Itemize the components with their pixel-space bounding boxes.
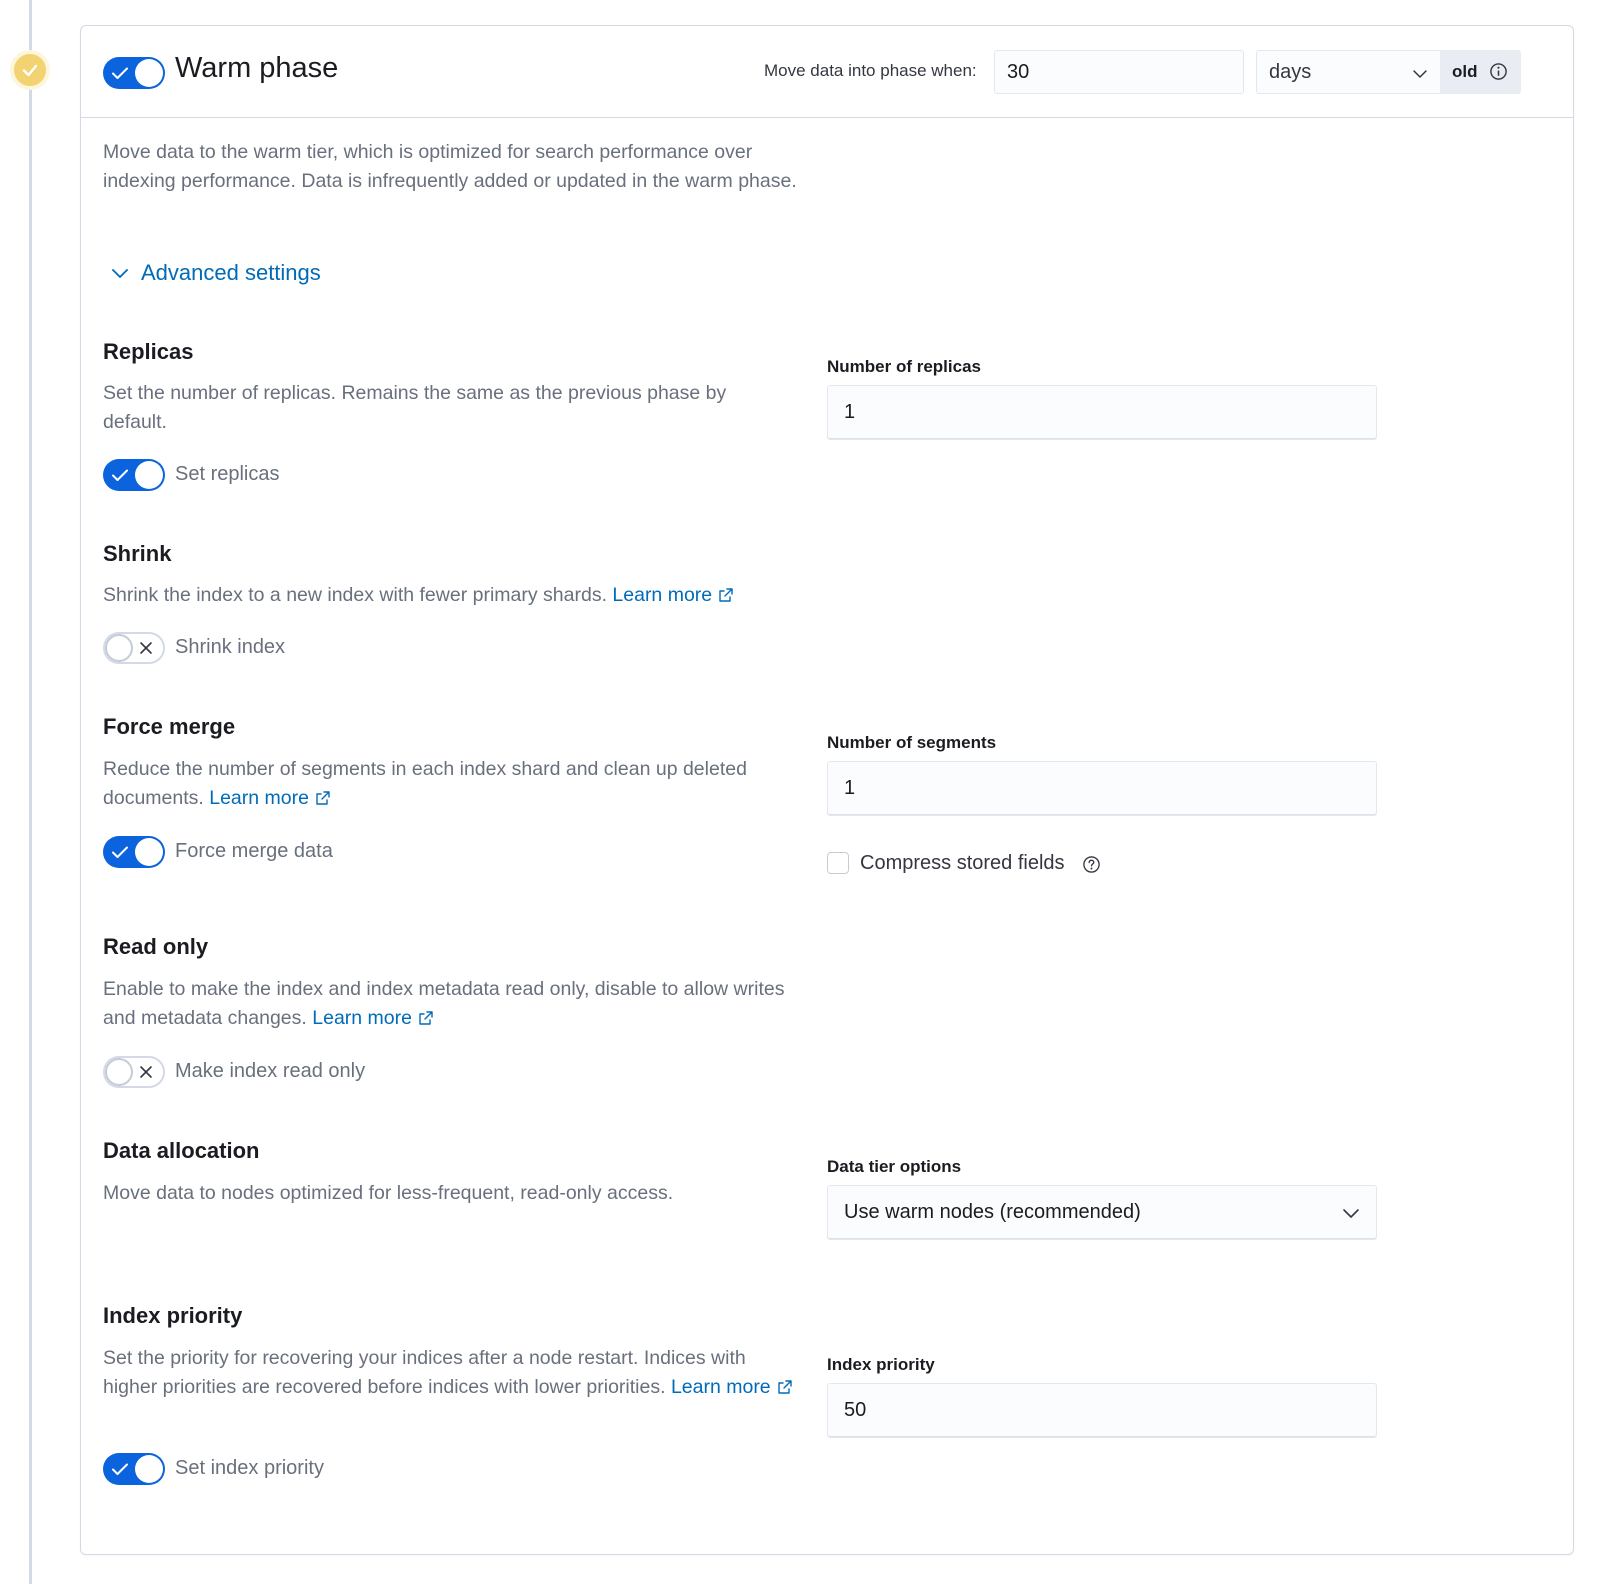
set-replicas-toggle[interactable]: [103, 459, 165, 491]
advanced-settings-label: Advanced settings: [141, 260, 321, 285]
cross-icon: [137, 1063, 155, 1081]
replicas-description: Set the number of replicas. Remains the same as the previous phase by default.: [103, 382, 727, 433]
read-only-description: Enable to make the index and index metadata read only, disable to allow writes and metadata changes.: [103, 978, 785, 1029]
data-tier-options-label: Data tier options: [827, 1157, 962, 1176]
read-only-title: Read only: [103, 934, 209, 959]
index-priority-title: Index priority: [103, 1303, 243, 1328]
external-link-icon: [777, 1379, 793, 1395]
number-of-segments-input[interactable]: 1: [827, 761, 1377, 816]
move-data-label: Move data into phase when:: [764, 61, 977, 80]
data-allocation-description: Move data to nodes optimized for less-frequent, read-only access.: [103, 1182, 674, 1204]
force-merge-description-block: [103, 755, 803, 813]
shrink-index-label: Shrink index: [175, 636, 286, 658]
compress-stored-fields-label[interactable]: Compress stored fields: [860, 852, 1065, 874]
info-icon[interactable]: [1489, 62, 1508, 81]
data-allocation-title: Data allocation: [103, 1138, 260, 1163]
data-tier-select[interactable]: [827, 1185, 1377, 1240]
external-link-icon: [718, 587, 734, 603]
check-icon: [111, 1460, 129, 1478]
check-icon: [111, 466, 129, 484]
warm-phase-panel: [80, 25, 1574, 1555]
chevron-down-icon: [1342, 1204, 1360, 1222]
timeline-line: [29, 0, 32, 1584]
force-merge-title: Force merge: [103, 714, 236, 739]
shrink-index-toggle[interactable]: [103, 632, 165, 664]
index-priority-toggle[interactable]: [103, 1453, 165, 1485]
force-merge-toggle[interactable]: [103, 836, 165, 868]
data-tier-selected-value: Use warm nodes (recommended): [844, 1201, 1141, 1223]
force-merge-label: Force merge data: [175, 840, 333, 862]
index-priority-description-block: [103, 1344, 803, 1402]
shrink-title: Shrink: [103, 541, 172, 566]
read-only-toggle[interactable]: [103, 1056, 165, 1088]
number-of-replicas-label: Number of replicas: [827, 357, 981, 376]
phase-status-indicator: [10, 50, 50, 90]
old-append: [1440, 50, 1521, 94]
chevron-down-icon: [109, 262, 131, 284]
phase-description: Move data to the warm tier, which is optimized for search performance over indexing performance. Data is infrequently added or updated in the warm phase.: [103, 141, 797, 192]
old-label: old: [1452, 62, 1478, 81]
advanced-settings-toggle[interactable]: [109, 260, 321, 286]
read-only-description-block: [103, 975, 803, 1033]
force-merge-learn-more-link[interactable]: Learn more: [209, 787, 331, 809]
number-of-segments-label: Number of segments: [827, 733, 997, 752]
index-priority-field-label: Index priority: [827, 1355, 935, 1374]
shrink-description: Shrink the index to a new index with fewer primary shards.: [103, 584, 607, 606]
phase-title: Warm phase: [175, 52, 339, 84]
compress-stored-fields-checkbox[interactable]: [827, 852, 849, 874]
check-icon: [111, 64, 129, 82]
read-only-label: Make index read only: [175, 1060, 366, 1082]
index-priority-learn-more-link[interactable]: Learn more: [671, 1376, 793, 1398]
external-link-icon: [315, 790, 331, 806]
min-age-input[interactable]: 30: [994, 50, 1244, 94]
min-age-unit-select[interactable]: [1256, 50, 1440, 94]
force-merge-description: Reduce the number of segments in each index shard and clean up deleted documents.: [103, 758, 747, 809]
cross-icon: [137, 639, 155, 657]
index-priority-input[interactable]: 50: [827, 1383, 1377, 1438]
index-priority-description: Set the priority for recovering your indices after a node restart. Indices with higher priorities are recovered before indices with lower priorities.: [103, 1347, 746, 1398]
shrink-description-block: [103, 581, 803, 610]
index-priority-toggle-label: Set index priority: [175, 1457, 324, 1479]
number-of-replicas-input[interactable]: 1: [827, 385, 1377, 440]
shrink-learn-more-link[interactable]: Learn more: [612, 584, 734, 606]
check-icon: [20, 60, 40, 80]
replicas-title: Replicas: [103, 339, 194, 364]
min-age-unit-value: days: [1269, 61, 1312, 83]
external-link-icon: [418, 1010, 434, 1026]
chevron-down-icon: [1412, 66, 1428, 82]
phase-header: [81, 26, 1573, 118]
warm-phase-toggle[interactable]: [103, 57, 165, 89]
help-icon[interactable]: [1082, 855, 1101, 874]
read-only-learn-more-link[interactable]: Learn more: [312, 1007, 434, 1029]
check-icon: [111, 843, 129, 861]
set-replicas-label: Set replicas: [175, 463, 280, 485]
